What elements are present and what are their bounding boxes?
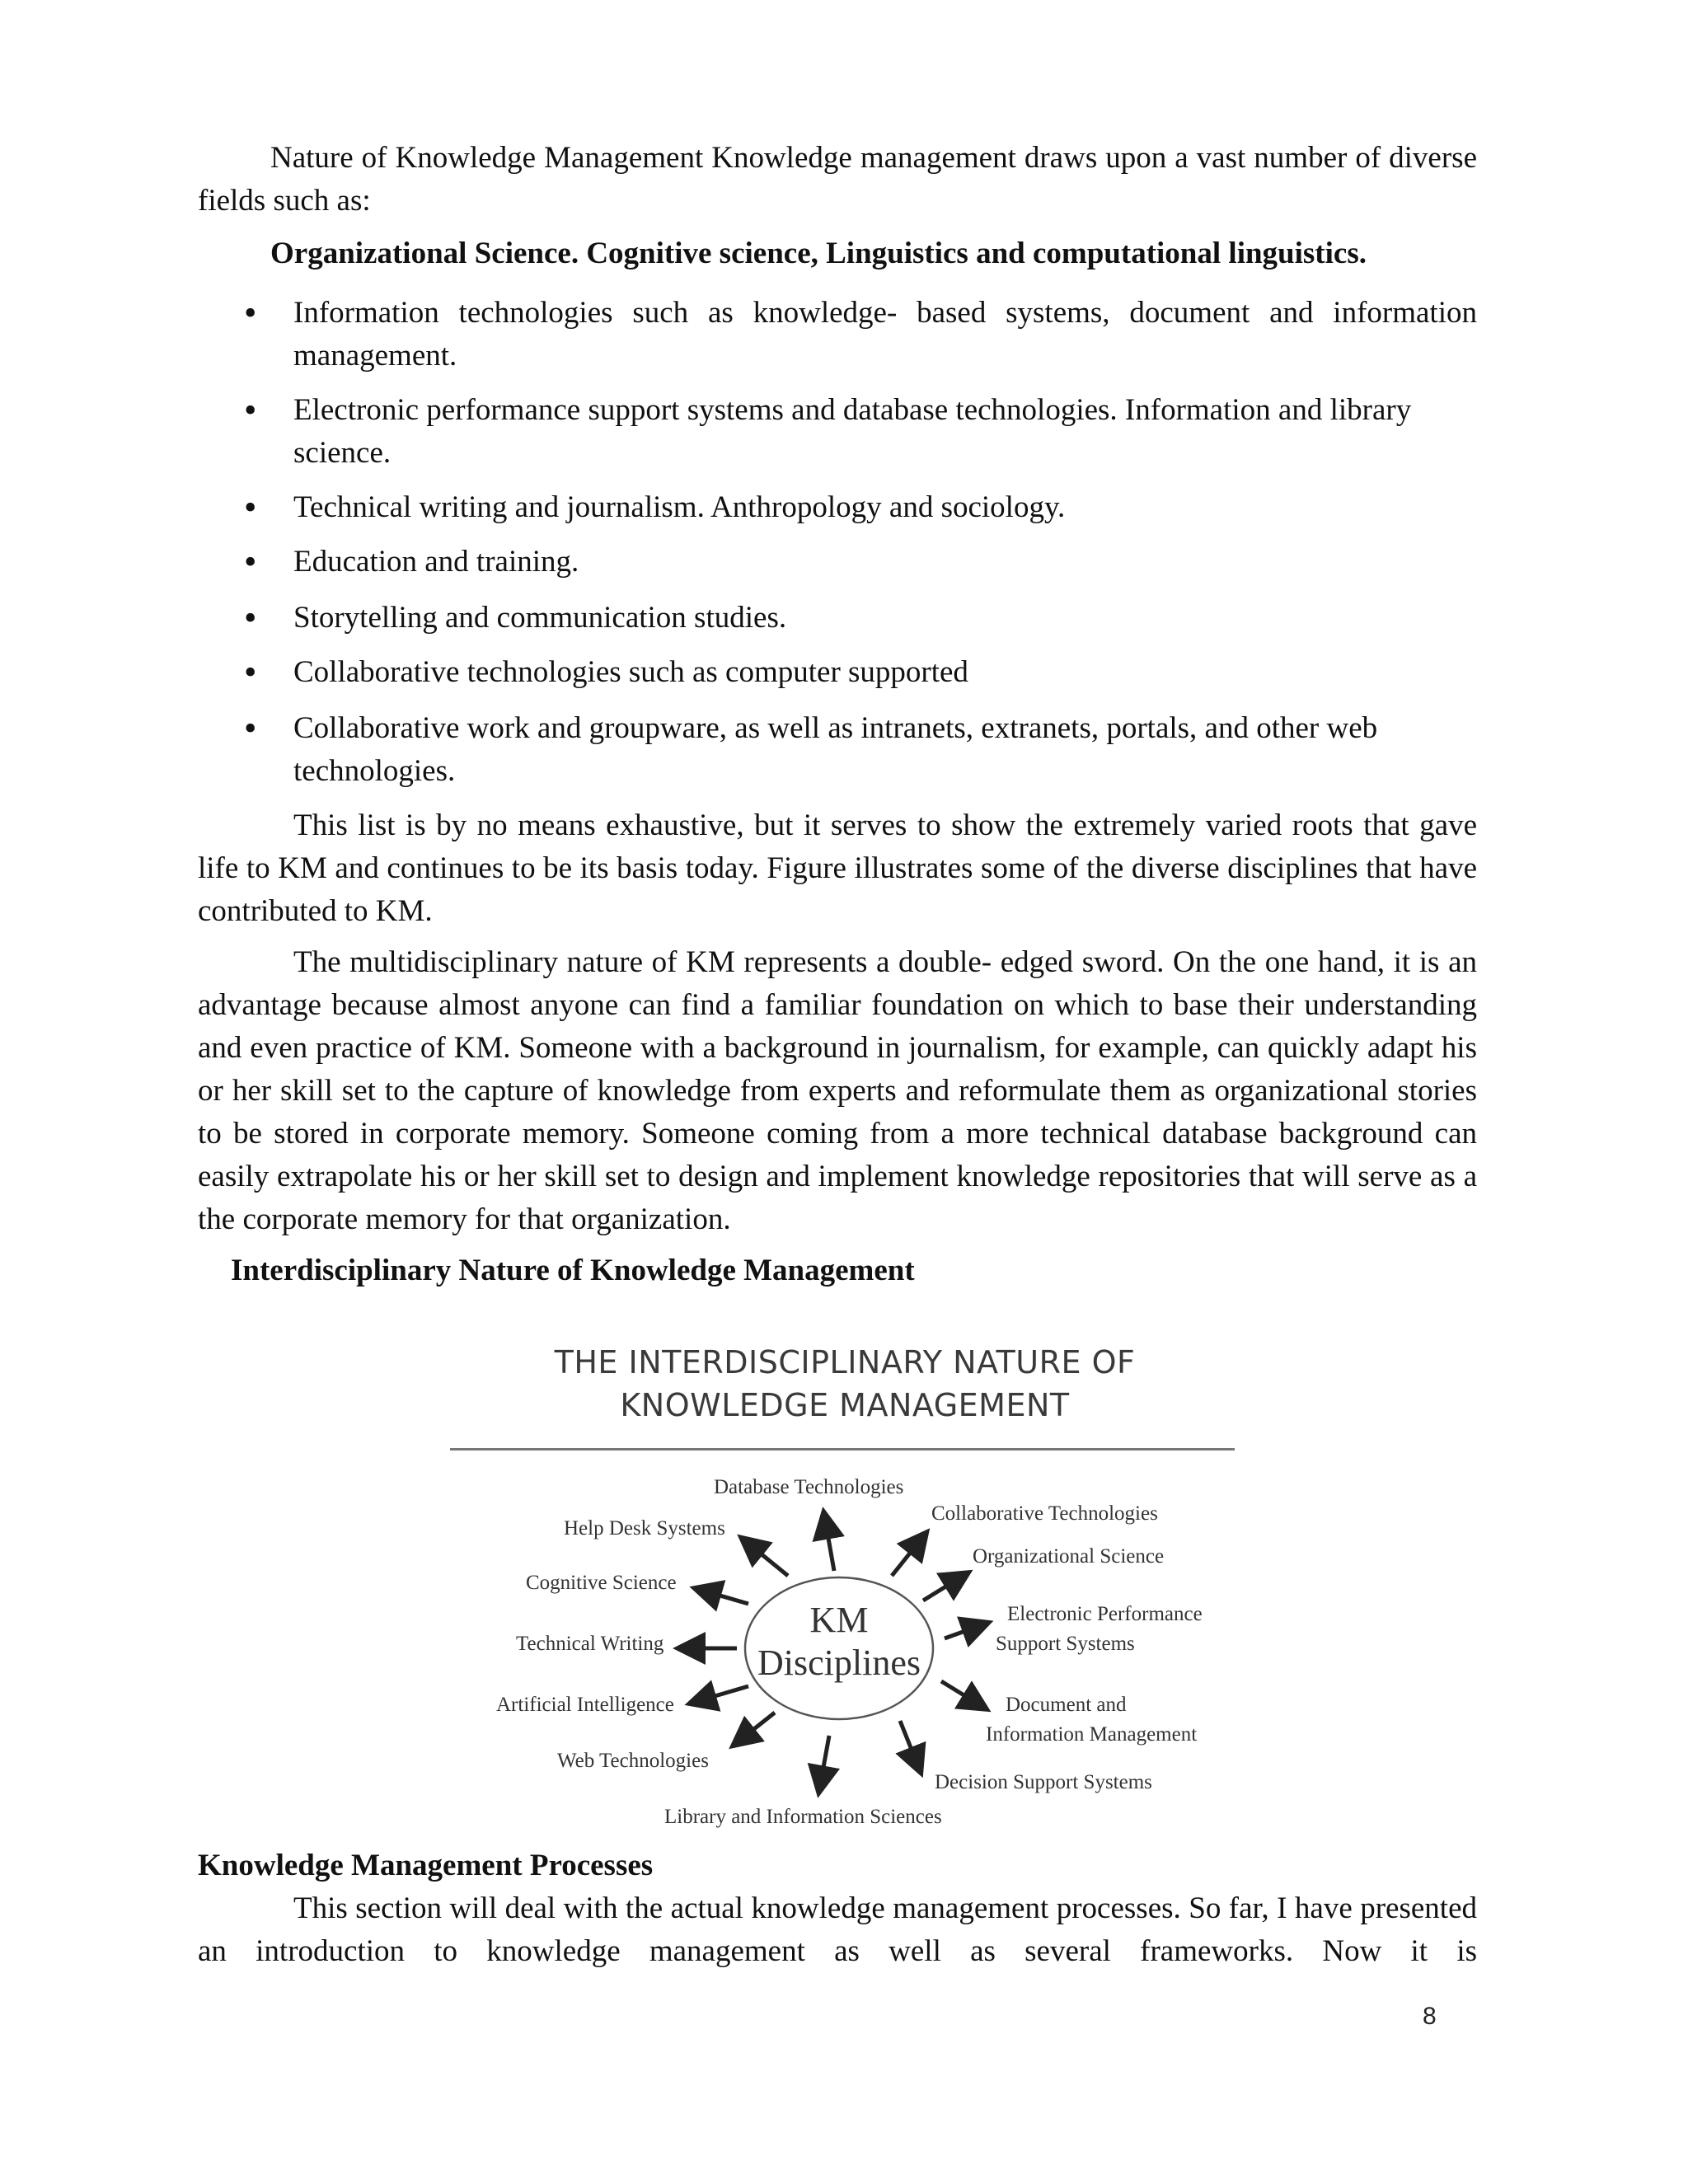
fields-heading: Organizational Science. Cognitive science, Linguistics and computational linguistics. xyxy=(270,237,1367,270)
label-document-and: Document and xyxy=(1006,1694,1127,1716)
label-organizational-science: Organizational Science xyxy=(973,1545,1165,1568)
label-library-information-sciences: Library and Information Sciences xyxy=(664,1806,942,1828)
label-support-systems: Support Systems xyxy=(996,1633,1135,1655)
arrow-document xyxy=(941,1681,984,1708)
label-technical-writing: Technical Writing xyxy=(516,1633,664,1655)
label-database-technologies: Database Technologies xyxy=(714,1476,904,1498)
arrow-database xyxy=(824,1515,834,1571)
arrow-organizational xyxy=(923,1574,966,1601)
arrow-collaborative xyxy=(892,1535,925,1576)
list-item: Collaborative work and groupware, as well as intranets, extranets, portals, and other web technologies. xyxy=(293,711,1378,788)
bullet-icon: • xyxy=(244,390,257,430)
label-electronic-performance: Electronic Performance xyxy=(1007,1603,1203,1625)
arrow-decision xyxy=(900,1721,920,1770)
km-center-label: Disciplines xyxy=(757,1643,921,1683)
body-paragraph: This list is by no means exhaustive, but it serves to show the extremely varied roots that gave life to KM and continues to be its basis today. Figure illustrates some of the diverse disciplines that have contributed to KM. xyxy=(198,808,1477,928)
bullet-icon: • xyxy=(244,487,257,527)
list-item: Technical writing and journalism. Anthropology and sociology. xyxy=(293,490,1066,524)
figure-title-line-1: THE INTERDISCIPLINARY NATURE OF xyxy=(554,1344,1136,1380)
list-item: Electronic performance support systems and database technologies. Information and library science. xyxy=(293,393,1412,470)
label-artificial-intelligence: Artificial Intelligence xyxy=(496,1694,674,1716)
list-item: Information technologies such as knowledge- based systems, document and information management. xyxy=(293,296,1477,373)
bullet-icon: • xyxy=(244,293,257,333)
label-collaborative-technologies: Collaborative Technologies xyxy=(931,1502,1158,1525)
list-item: Education and training. xyxy=(293,545,579,579)
list-item: Collaborative technologies such as computer supported xyxy=(293,655,968,689)
arrow-ai xyxy=(692,1686,748,1703)
bullet-icon: • xyxy=(244,708,257,748)
intro-paragraph: Nature of Knowledge Management Knowledge management draws upon a vast number of diverse fields such as: xyxy=(198,141,1477,218)
arrow-library xyxy=(819,1736,829,1790)
label-help-desk-systems: Help Desk Systems xyxy=(564,1517,725,1540)
bullet-icon: • xyxy=(244,652,257,692)
section-heading: Interdisciplinary Nature of Knowledge Management xyxy=(231,1254,915,1287)
bullet-icon: • xyxy=(244,598,257,638)
arrow-web xyxy=(735,1713,775,1744)
arrow-cognitive xyxy=(697,1589,748,1604)
bullet-icon: • xyxy=(244,541,257,582)
arrow-helpdesk xyxy=(743,1540,788,1576)
label-information-management: Information Management xyxy=(986,1723,1198,1746)
label-cognitive-science: Cognitive Science xyxy=(526,1572,677,1594)
km-center-label: KM xyxy=(809,1600,869,1640)
body-paragraph: The multidisciplinary nature of KM represents a double- edged sword. On the one hand, it is an advantage because almost anyone can find a familiar foundation on which to base their understanding and even practice of KM. Someone with a background in journalism, for example, can quickly adapt his or her skill set to the capture of knowledge from experts and reformulate them as organizational stories to be stored in corporate memory. Someone coming from a more technical database background can easily extrapolate his or her skill set to design and implement knowledge repositories that will serve as a the corporate memory for that organization. xyxy=(198,945,1477,1236)
figure-title-line-2: KNOWLEDGE MANAGEMENT xyxy=(620,1387,1070,1423)
label-web-technologies: Web Technologies xyxy=(557,1750,709,1772)
label-decision-support-systems: Decision Support Systems xyxy=(935,1771,1152,1793)
list-item: Storytelling and communication studies. xyxy=(293,601,787,635)
body-paragraph: This section will deal with the actual knowledge management processes. So far, I have presented an introduction to knowledge management as well as several frameworks. Now it is xyxy=(198,1891,1477,1968)
page-number: 8 xyxy=(1423,2003,1437,2030)
arrow-electronic xyxy=(945,1624,986,1638)
section-heading: Knowledge Management Processes xyxy=(198,1849,654,1882)
